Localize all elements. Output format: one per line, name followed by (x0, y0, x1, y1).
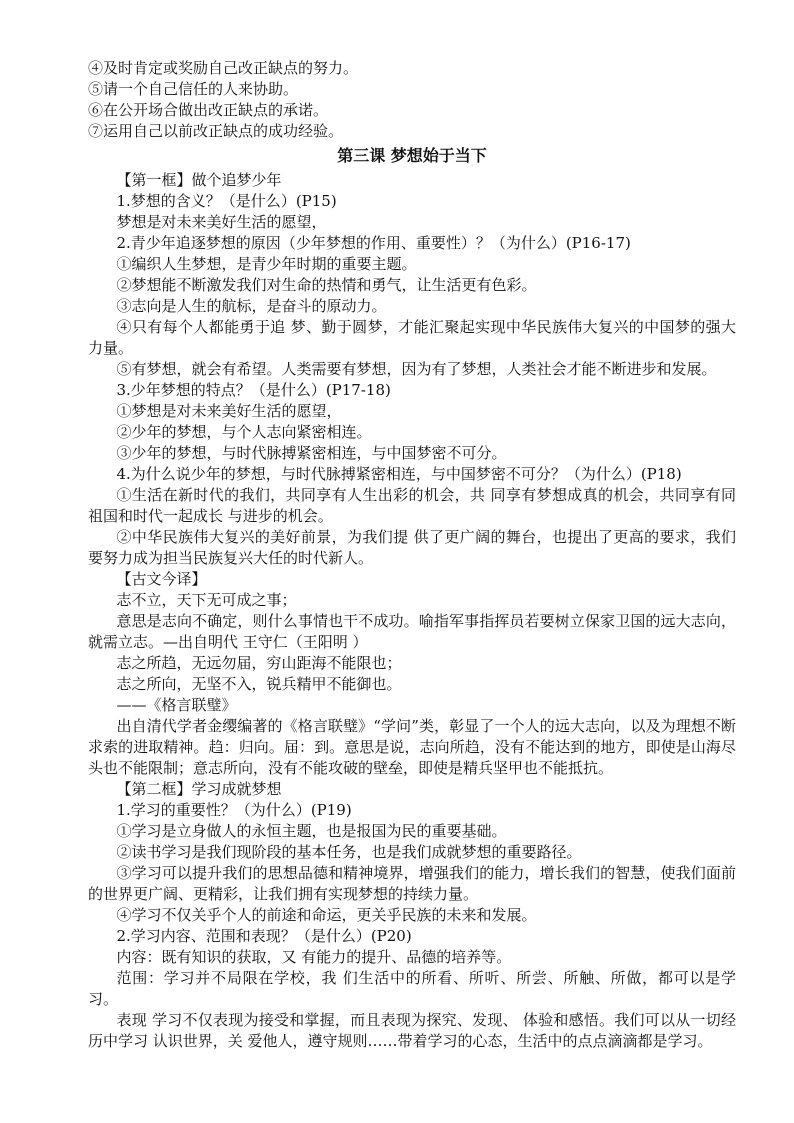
paragraph: 范围：学习并不局限在学校，我 们生活中的所看、所听、所尝、所触、所做，都可以是学习。 (88, 969, 736, 1008)
list-item: ⑦运用自己以前改正缺点的成功经验。 (88, 122, 344, 140)
paragraph: 出自清代学者金缨编著的《格言联璧》“学问”类，彰显了一个人的远大志向，以及为理想不断求索的进取精神。趋：归向。届：到。意思是说，志向所趋，没有不能达到的地方，即使是山海尽头也不能限制；意志所向，没有不能攻破的壁垒，即使是精兵坚甲也不能抵抗。 (88, 717, 736, 777)
section-heading: 【古文今译】 (116, 570, 207, 588)
quote: 志之所向，无坚不入，锐兵精甲不能御也。 (116, 675, 402, 693)
list-item: ②中华民族伟大复兴的美好前景，为我们提 供了更广阔的舞台，也提出了更高的要求，我们要努力成为担当民族复兴大任的时代新人。 (88, 528, 736, 567)
list-item: ④及时肯定或奖励自己改正缺点的努力。 (88, 59, 359, 77)
section-heading: 【第二框】学习成就梦想 (116, 780, 282, 798)
list-item: ⑥在公开场合做出改正缺点的承诺。 (88, 101, 329, 119)
lesson-title: 第三课 梦想始于当下 (337, 146, 487, 165)
list-item: ②梦想能不断激发我们对生命的热情和勇气，让生活更有色彩。 (116, 276, 537, 294)
list-item: ①学习是立身做人的永恒主题，也是报国为民的重要基础。 (116, 822, 507, 840)
list-item: ⑤有梦想，就会有希望。人类需要有梦想，因为有了梦想，人类社会才能不断进步和发展。 (116, 360, 717, 378)
section-heading: 【第一框】做个追梦少年 (116, 171, 282, 189)
list-item: ④只有每个人都能勇于追 梦、勤于圆梦，才能汇聚起实现中华民族伟大复兴的中国梦的强大力量。 (88, 318, 736, 357)
quote: 志不立，天下无可成之事； (116, 591, 297, 609)
answer: 梦想是对未来美好生活的愿望， (116, 213, 327, 231)
question: 2.学习内容、范围和表现？（是什么）(P20) (116, 927, 412, 945)
question: 3.少年梦想的特点？（是什么）(P17-18) (116, 381, 391, 399)
question: 1.学习的重要性？（为什么）(P19) (116, 801, 352, 819)
document-page (88, 58, 736, 1052)
quote: 志之所趋，无远勿届，穷山距海不能限也； (116, 654, 402, 672)
question: 1.梦想的含义？（是什么）(P15) (116, 192, 337, 210)
list-item: ④学习不仅关乎个人的前途和命运，更关乎民族的未来和发展。 (116, 906, 537, 924)
list-item: ③学习可以提升我们的思想品德和精神境界，增强我们的能力，增长我们的智慧，使我们面前的世界更广阔、更精彩，让我们拥有实现梦想的持续力量。 (88, 864, 736, 903)
list-item: ②少年的梦想，与个人志向紧密相连。 (116, 423, 372, 441)
list-item: ②读书学习是我们现阶段的基本任务，也是我们成就梦想的重要路径。 (116, 843, 582, 861)
list-item: ①编织人生梦想，是青少年时期的重要主题。 (116, 255, 417, 273)
quote-source: ——《格言联璧》 (116, 696, 237, 714)
list-item: ⑤请一个自己信任的人来协助。 (88, 80, 299, 98)
paragraph: 表现 学习不仅表现为接受和掌握，而且表现为探究、发现、 体验和感悟。我们可以从一切经历中学习 认识世界，关 爱他人，遵守规则……带着学习的心态，生活中的点点滴滴都是学习。 (88, 1011, 736, 1050)
list-item: ③志向是人生的航标，是奋斗的原动力。 (116, 297, 387, 315)
paragraph: 意思是志向不确定，则什么事情也干不成功。喻指军事指挥员若要树立保家卫国的远大志向，就需立志。—出自明代 王守仁（王阳明 ） (88, 612, 736, 651)
list-item: ③少年的梦想，与时代脉搏紧密相连，与中国梦密不可分。 (116, 444, 507, 462)
paragraph: 内容：既有知识的获取，又 有能力的提升、品德的培养等。 (116, 948, 512, 966)
list-item: ①生活在新时代的我们，共同享有人生出彩的机会，共 同享有梦想成真的机会，共同享有同祖国和时代一起成长 与进步的机会。 (88, 486, 736, 525)
question: 4.为什么说少年的梦想，与时代脉搏紧密相连，与中国梦密不可分？（为什么）(P18) (116, 465, 682, 483)
question: 2.青少年追逐梦想的原因（少年梦想的作用、重要性）？（为什么）(P16-17) (116, 234, 631, 252)
list-item: ①梦想是对未来美好生活的愿望， (116, 402, 342, 420)
